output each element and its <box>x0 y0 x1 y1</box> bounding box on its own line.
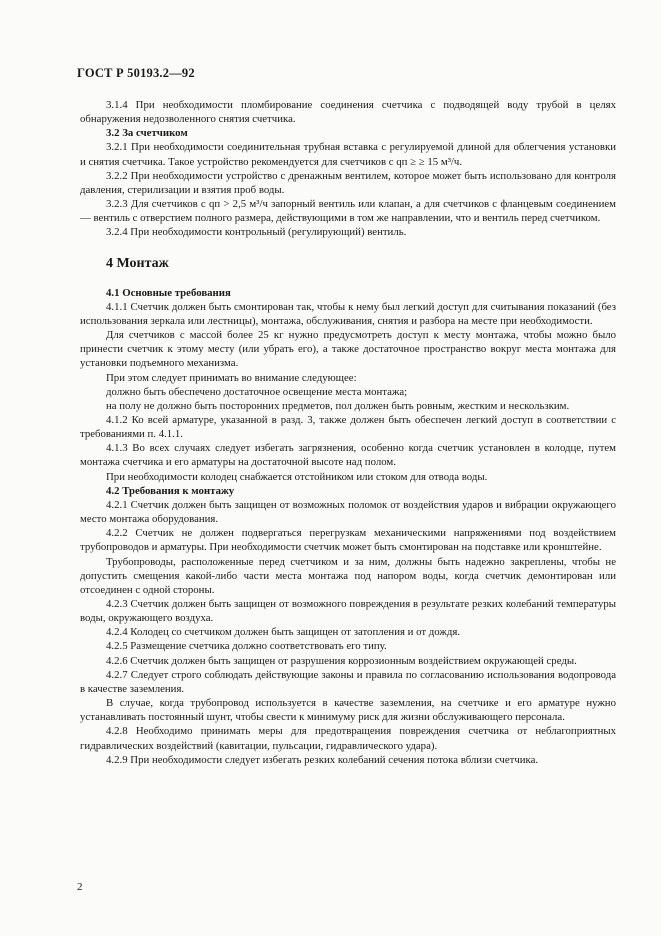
paragraph-4-2-3: 4.2.3 Счетчик должен быть защищен от возможного повреждения в результате резких колебаний температуры воды, окружающего воздуха. <box>80 598 616 625</box>
paragraph-4-1-2: 4.1.2 Ко всей арматуре, указанной в разд. 3, также должен быть обеспечен легкий доступ в соответствии с требованиями п. 4.1.1. <box>80 413 616 441</box>
subsection-heading-4-2: 4.2 Требования к монтажу <box>106 484 235 497</box>
paragraph-4-2-8: 4.2.8 Необходимо принимать меры для предотвращения повреждения счетчика от неблагоприятных гидравлических воздействий (кавитации, пульсации, гидравлического удара). <box>80 725 616 752</box>
page-number: 2 <box>77 881 83 893</box>
paragraph-4-2-7-grounding: В случае, когда трубопровод используется в качестве заземления, на счетчике и его арматуре нужно устанавливать постоянный шунт, чтобы свести к минимуму риск для жизни обслуживающего персонала. <box>80 697 616 724</box>
paragraph-4-1-1-mass: Для счетчиков с массой более 25 кг нужно предусмотреть доступ к месту монтажа, чтобы можно было принести счетчик к этому месту (или убрать его), а также достаточное пространство вокруг места монтажа для установки подъемного механизма. <box>80 329 616 370</box>
section-heading-4: 4 Монтаж <box>106 255 169 271</box>
paragraph-4-2-1: 4.2.1 Счетчик должен быть защищен от возможных поломок от воздействия ударов и вибрации окружающего место монтажа оборудования. <box>80 498 616 526</box>
paragraph-3-1-4: 3.1.4 При необходимости пломбирование соединения счетчика с подводящей воду трубой в целях обнаружения недозволенного снятия счетчика. <box>80 99 616 126</box>
paragraph-4-2-9: 4.2.9 При необходимости следует избегать резких колебаний сечения потока вблизи счетчика. <box>106 753 539 766</box>
paragraph-4-1-3: 4.1.3 Во всех случаях следует избегать загрязнения, особенно когда счетчик установлен в колодце, путем монтажа счетчика и его арматуры на достаточной высоте над полом. <box>80 442 616 469</box>
paragraph-4-1-1: 4.1.1 Счетчик должен быть смонтирован так, чтобы к нему был легкий доступ для считывания показаний (без использования зеркала или лестницы), монтажа, обслуживания, снятия и разбора на месте при необходимости. <box>80 300 616 327</box>
paragraph-4-2-2-pipes: Трубопроводы, расположенные перед счетчиком и за ним, должны быть надежно закреплены, чтобы не допустить смещения какой-либо части места монтажа под напором воды, когда счетчик демонтирован или отсоединен с одной стороны. <box>80 555 616 596</box>
subsection-heading-3-2: 3.2 За счетчиком <box>106 127 188 140</box>
paragraph-4-1-1-lighting: должно быть обеспечено достаточное освещение места монтажа; <box>106 385 408 398</box>
document-body <box>80 98 616 767</box>
paragraph-3-2-1: 3.2.1 При необходимости соединительная трубная вставка с регулируемой длиной для облегчения установки и снятия счетчика. Такое устройство рекомендуется для счетчиков с qп ≥ ≥ 15 м³/ч. <box>80 141 616 168</box>
paragraph-4-2-4: 4.2.4 Колодец со счетчиком должен быть защищен от затопления и от дождя. <box>106 626 461 639</box>
paragraph-4-2-5: 4.2.5 Размещение счетчика должно соответствовать его типу. <box>106 640 387 653</box>
paragraph-3-2-4: 3.2.4 При необходимости контрольный (регулирующий) вентиль. <box>106 226 407 239</box>
paragraph-3-2-3: 3.2.3 Для счетчиков с qп > 2,5 м³/ч запорный вентиль или клапан, а для счетчиков с фланцевым соединением — вентиль с отверстием полного размера, действующими в том же направлении, что и вентиль перед счетчиком. <box>80 198 616 225</box>
paragraph-3-2-2: 3.2.2 При необходимости устройство с дренажным вентилем, которое может быть использовано для контроля давления, стерилизации и взятия проб воды. <box>80 169 616 196</box>
paragraph-4-2-2: 4.2.2 Счетчик не должен подвергаться перегрузкам механическими напряжениями под воздействием трубопроводов и арматуры. При необходимости счетчик может быть смонтирован на подставке или кронштейне. <box>80 527 616 554</box>
paragraph-4-1-1-floor: на полу не должно быть посторонних предметов, пол должен быть ровным, жестким и нескользким. <box>106 399 570 412</box>
paragraph-4-1-1-note: При этом следует принимать во внимание следующее: <box>106 371 357 384</box>
subsection-heading-4-1: 4.1 Основные требования <box>106 286 231 299</box>
paragraph-4-1-3-well: При необходимости колодец снабжается отстойником или стоком для отвода воды. <box>106 470 488 483</box>
paragraph-4-2-6: 4.2.6 Счетчик должен быть защищен от разрушения коррозионным воздействием окружающей среды. <box>106 654 577 667</box>
document-header: ГОСТ Р 50193.2—92 <box>77 66 195 80</box>
paragraph-4-2-7: 4.2.7 Следует строго соблюдать действующие законы и правила по согласованию использования водопровода в качестве заземления. <box>80 668 616 695</box>
